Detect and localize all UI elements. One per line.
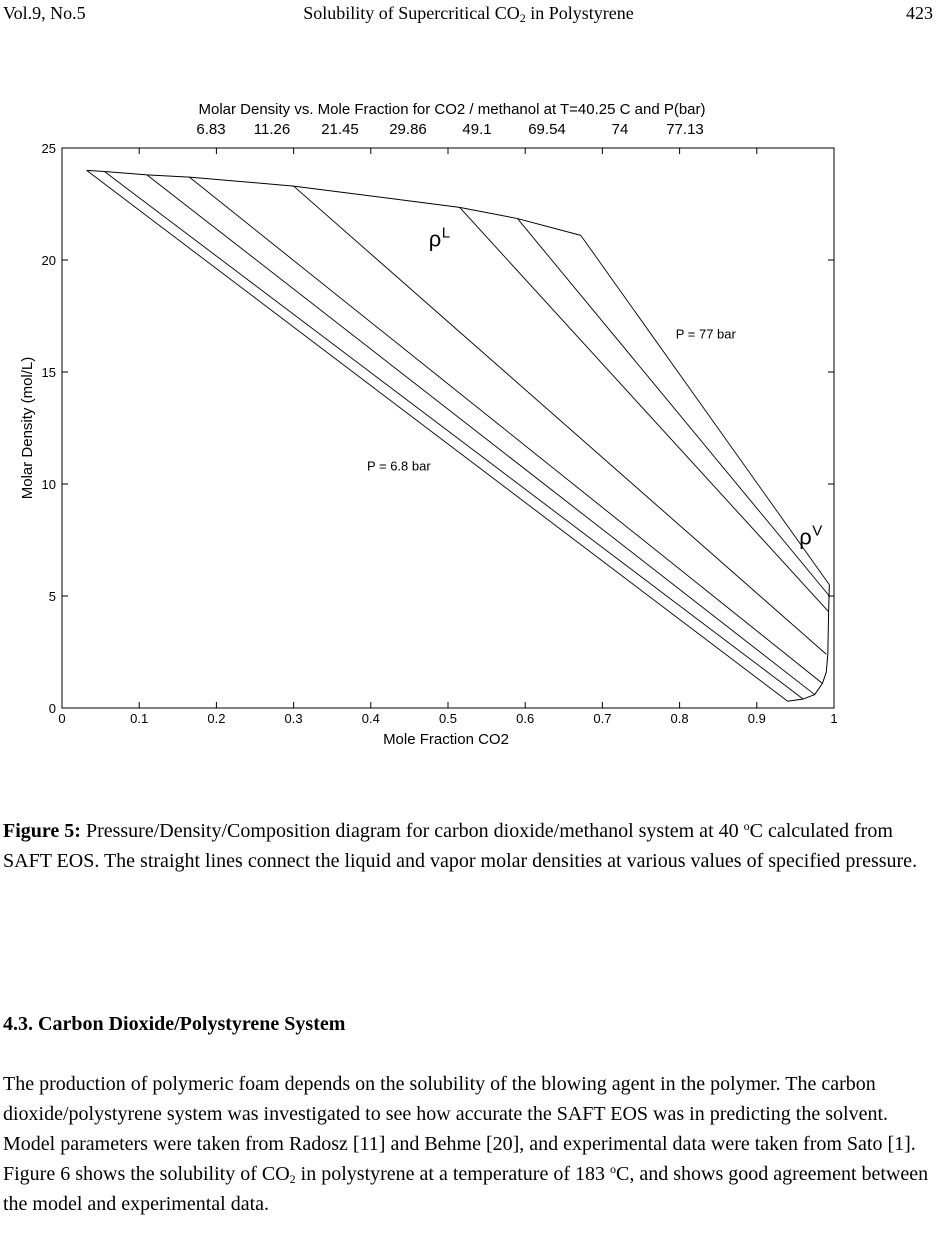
tie-line	[189, 177, 822, 683]
header-title-tail: in Polystyrene	[525, 3, 634, 23]
pressure-label: 69.54	[528, 121, 566, 138]
caption-text-part-2: C calculated from SAFT EOS. The straight lines connect the liquid and vapor molar densities at various values of specified pressure.	[3, 820, 918, 872]
header-title-subscript: 2	[519, 11, 526, 25]
rho-symbol: ρ	[428, 226, 442, 252]
page-number: 423	[906, 3, 933, 23]
paragraph-degree-mark: o	[610, 1162, 617, 1176]
phase-envelope	[87, 170, 830, 701]
tie-line	[460, 207, 829, 611]
pressure-label: 21.45	[321, 121, 359, 138]
pressure-label: 11.26	[253, 121, 291, 138]
x-tick-label: 0.6	[516, 711, 535, 726]
caption-text-part-1: Pressure/Density/Composition diagram for carbon dioxide/methanol system at 40	[80, 820, 744, 842]
x-tick-label: 0.2	[207, 711, 226, 726]
tie-line	[517, 219, 829, 596]
x-axis-label: Mole Fraction CO2	[383, 731, 509, 748]
x-tick-label: 0	[58, 711, 66, 726]
figure-caption	[3, 816, 937, 876]
rho-superscript: L	[441, 224, 451, 242]
tie-line	[104, 172, 803, 700]
x-tick-label: 0.8	[670, 711, 689, 726]
pressure-label: 77.13	[666, 121, 704, 138]
x-tick-label: 0.4	[361, 711, 380, 726]
tie-line	[294, 186, 827, 654]
paragraph-part-3: C, and shows good agreement between the model and experimental data.	[3, 1163, 929, 1215]
chart-title: Molar Density vs. Mole Fraction for CO2 / methanol at T=40.25 C and P(bar)	[198, 101, 706, 118]
x-tick-label: 0.7	[593, 711, 612, 726]
y-tick-label: 0	[48, 701, 56, 716]
running-header-volume: Vol.9, No.5	[3, 3, 86, 23]
tie-line	[147, 175, 815, 695]
rho-superscript: V	[812, 522, 823, 540]
liquid-density-curve	[87, 170, 581, 235]
pressure-label: 6.83	[196, 121, 226, 138]
tie-lines	[87, 170, 830, 701]
running-header-title	[0, 2, 937, 24]
y-tick-label: 15	[41, 365, 56, 380]
paragraph-part-2: in polystyrene at a temperature of 183	[295, 1163, 611, 1185]
header-title-main: Solubility of Supercritical CO	[303, 3, 520, 23]
tie-line	[581, 235, 830, 584]
x-tick-label: 0.5	[438, 711, 458, 726]
paragraph-part-1: The production of polymeric foam depends on the solubility of the blowing agent in the polymer. The carbon dioxide/polystyrene system was investigated to see how accurate the SAFT EOS was in predicting the solvent. Model parameters were taken from Radosz [11] and Behme [20], and experimental data were taken from Sato [1]. Figure 6 shows the solubility of CO	[3, 1073, 916, 1185]
x-tick-label: 0.1	[130, 711, 149, 726]
y-tick-label: 25	[41, 141, 56, 156]
y-tick-label: 20	[41, 253, 56, 268]
section-heading: 4.3. Carbon Dioxide/Polystyrene System	[3, 1013, 346, 1035]
rho-symbol: ρ	[799, 524, 812, 550]
pressure-label: 49.1	[462, 121, 492, 138]
body-paragraph	[3, 1069, 937, 1219]
x-tick-label: 0.3	[284, 711, 303, 726]
pressure-label-row	[196, 121, 703, 138]
pressure-label: 29.86	[389, 121, 427, 138]
y-tick-label: 10	[41, 477, 56, 492]
x-tick-label: 0.9	[747, 711, 766, 726]
caption-degree-mark: o	[743, 819, 750, 833]
figure-5-chart	[0, 90, 937, 760]
y-axis-label: Molar Density (mol/L)	[19, 356, 36, 500]
pressure-annotation: P = 6.8 bar	[366, 458, 431, 474]
pressure-annotation: P = 77 bar	[675, 326, 736, 342]
caption-label: Figure 5:	[3, 820, 81, 842]
x-tick-label: 1	[830, 711, 838, 726]
y-tick-label: 5	[48, 589, 56, 604]
vapor-density-curve	[788, 585, 830, 701]
pressure-label: 74	[611, 121, 629, 138]
paragraph-subscript: 2	[289, 1172, 296, 1186]
